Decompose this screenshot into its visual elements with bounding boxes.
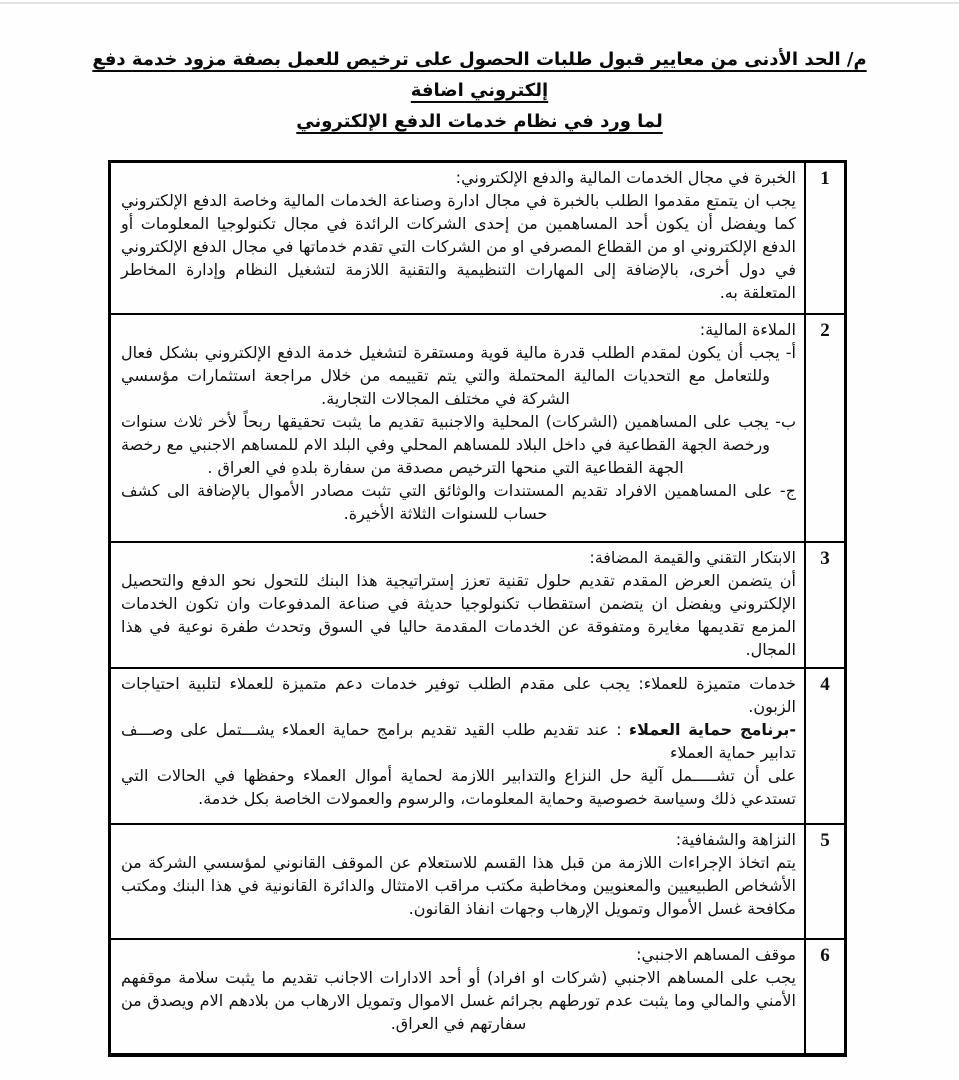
row-content xyxy=(111,825,804,938)
program-label: -برنامج حماية العملاء xyxy=(628,720,797,739)
title-line-2: لما ورد في نظام خدمات الدفع الإلكتروني xyxy=(296,111,663,132)
row-heading: الابتكار التقني والقيمة المضافة: xyxy=(589,548,796,567)
title-line-1: م/ الحد الأدنى من معايير قبول طلبات الحصول على ترخيص للعمل بصفة مزود خدمة دفع إلكتروني اضافة xyxy=(92,49,867,101)
row-number: 5 xyxy=(804,825,844,938)
row-number: 6 xyxy=(804,940,844,1053)
table-row-foreign-shareholder xyxy=(111,938,844,1053)
title-line-1-wrap xyxy=(60,44,899,106)
criteria-table xyxy=(108,160,847,1057)
table-row-integrity xyxy=(111,823,844,938)
row-number: 1 xyxy=(804,163,844,313)
row-content xyxy=(111,940,804,1053)
row-content xyxy=(111,669,804,823)
scan-edge-line xyxy=(0,2,959,4)
list-item-a xyxy=(121,341,796,410)
document-title xyxy=(60,44,899,137)
row-heading: الملاءة المالية: xyxy=(699,320,796,339)
title-line-2-wrap xyxy=(60,106,899,137)
table-row-experience xyxy=(111,163,844,313)
row-body: على أن تشـــــمل آلية حل النزاع والتدابير اللازمة لحماية أموال العملاء وحفظها في الحالات التي تستدعي ذلك وسياسة خصوصية وحماية المعلومات، والرسوم والعمولات الخاصة بكل خدمة. xyxy=(121,766,796,808)
item-marker: ج- xyxy=(779,481,796,500)
row-body: يتم اتخاذ الإجراءات اللازمة من قبل هذا القسم للاستعلام عن الموقف القانوني لمؤسسي الشركة من الأشخاص الطبيعيين والمعنويين ومخاطبة مكتب مراقب الامتثال والدائرة القانونية في هذا البنك ومكتب مكافحة غسل الأموال وتمويل الإرهاب وجهات انفاذ القانون. xyxy=(121,853,796,918)
list-item-b xyxy=(121,410,796,479)
row-content xyxy=(111,163,804,313)
row-body: يجب ان يتمتع مقدموا الطلب بالخبرة في مجال ادارة وصناعة الخدمات المالية وخاصة الدفع الإلكتروني كما ويفضل أن يكون أحد المساهمين من إحدى الشركات الرائدة في مجال تكنولوجيا المعلومات أو الدفع الإلكتروني او من القطاع المصرفي او من الشركات التي تقدم خدماتها في مجال الدفع الإلكتروني في دول أخرى، بالإضافة إلى المهارات التنظيمية والتقنية اللازمة لتشغيل النظام وإدارة المخاطر المتعلقة به. xyxy=(121,191,796,302)
row-heading: النزاهة والشفافية: xyxy=(675,830,796,849)
table-row-customer-services xyxy=(111,667,844,823)
item-text: على المساهمين الافراد تقديم المستندات والوثائق التي تثبت مصادر الأموال بالإضافة الى كشف حساب للسنوات الثلاثة الأخيرة. xyxy=(121,481,773,523)
row-intro: خدمات متميزة للعملاء: يجب على مقدم الطلب توفير خدمات دعم متميزة للعملاء لتلبية احتياجات الزبون. xyxy=(121,674,796,716)
item-text: يجب على المساهمين (الشركات) المحلية والاجنبية تقديم ما يثبت تحقيقها ربحاً لأخر ثلاث سنوات ورخصة الجهة القطاعية في داخل البلاد للمساهم المحلي وفي البلد الام للمساهم الاجنبي مع رخصة الجهة القطاعية التي منحها الترخيص مصدقة من سفارة بلدهِ في العراق . xyxy=(121,412,770,477)
row-body: أن يتضمن العرض المقدم تقديم حلول تقنية تعزز إستراتيجية هذا البنك للتحول نحو الدفع والتحصيل الإلكتروني ويفضل ان يتضمن استقطاب تكنولوجيا حديثة في صناعة المدفوعات وان تكون الخدمات المزمع تقديمها مغايرة ومتفوقة عن الخدمات المقدمة حاليا في السوق وتحدث طفرة نوعية في هذا المجال. xyxy=(121,571,796,659)
row-number: 4 xyxy=(804,669,844,823)
row-content xyxy=(111,315,804,541)
item-text: يجب أن يكون لمقدم الطلب قدرة مالية قوية ومستقرة لتشغيل خدمة الدفع الإلكتروني بشكل فعال وللتعامل مع التحديات المالية المحتملة والتي يتم تقييمه من خلال مراجعة استثمارات مؤسسي الشركة في مختلف المجالات التجارية. xyxy=(121,343,780,408)
item-marker: ب- xyxy=(775,412,797,431)
row-number: 2 xyxy=(804,315,844,541)
program-text: : عند تقديم طلب القيد تقديم برامج حماية العملاء يشـــتمل على وصـــف تدابير حماية العملاء xyxy=(121,720,796,762)
item-marker: أ- xyxy=(785,343,796,362)
row-heading: الخبرة في مجال الخدمات المالية والدفع الإلكتروني: xyxy=(455,168,796,187)
table-row-financial-solvency xyxy=(111,313,844,541)
table-row-innovation xyxy=(111,541,844,667)
row-content xyxy=(111,543,804,667)
row-number: 3 xyxy=(804,543,844,667)
list-item-c xyxy=(121,479,796,525)
customer-protection-program xyxy=(121,718,796,764)
row-body: يجب على المساهم الاجنبي (شركات او افراد) أو أحد الادارات الاجانب تقديم ما يثبت سلامة موقفهم الأمني والمالي وما يثبت عدم تورطهم بجرائم غسل الاموال وتمويل الارهاب من بلادهم الام ويصدق من سفارتهم في العراق. xyxy=(121,968,796,1033)
row-heading: موقف المساهم الاجنبي: xyxy=(636,945,796,964)
